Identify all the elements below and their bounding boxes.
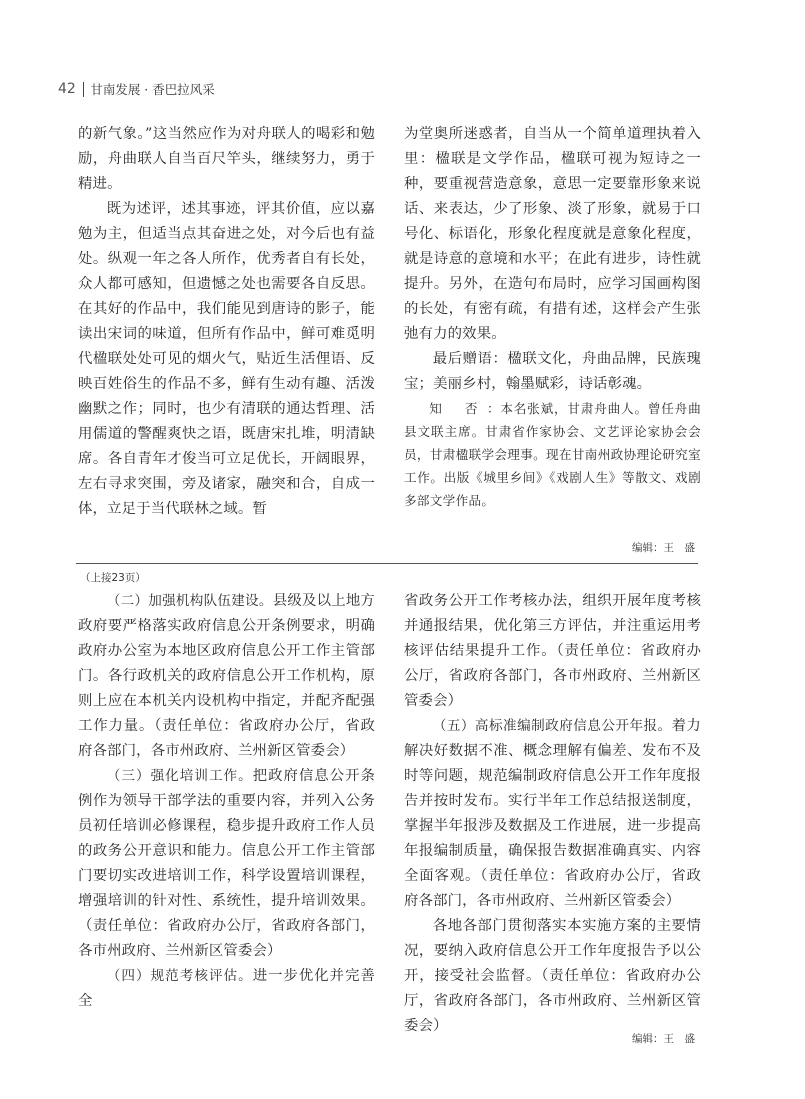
paragraph-heading: （四）规范考核评估。 xyxy=(106,968,253,984)
bottom-article-right-column xyxy=(404,589,701,1039)
paragraph xyxy=(78,589,375,764)
paragraph-heading: （二）加强机构队伍建设。 xyxy=(106,593,273,609)
paragraph-body: 把政府信息公开条例作为领导干部学法的重要内容，并列入公务员初任培训必修课程，稳步提升政府工作人员的政务公开意识和能力。信息公开工作主管部门要切实改进培训工作，科学设置培训课程，增强培训的针对性、系统性，提升培训效果。（责任单位：省政府办公厅，省政府各部门，各市州政府、兰州新区管委会） xyxy=(78,768,376,959)
paragraph: 既为述评，述其事迹，评其价值，应以嘉勉为主，但适当点其奋进之处，对今后也有益处。纵观一年之各人所作，优秀者自有长处，众人都可感知，但遗憾之处也需要各自反思。在其好的作品中，我们能见到唐诗的影子，能读出宋词的味道，但所有作品中，鲜可难觅明代楹联处处可见的烟火气，贴近生活俚语、反映百姓俗生的作品不多，鲜有生动有趣、活泼幽默之作；同时，也少有清联的通达哲理、活用儒道的警醒爽快之语，既唐宋扎堆，明清缺席。各自青年才俊当可立足优长，开阔眼界，左右寻求突围，旁及诸家，融突和合，自成一体，立足于当代联林之域。暂 xyxy=(78,201,375,517)
paragraph-body: 进一步优化并完善全 xyxy=(78,968,376,1009)
top-article-left-column xyxy=(78,122,375,522)
paragraph xyxy=(78,764,375,964)
author-bio-text: ：本名张斌，甘肃舟曲人。曾任舟曲县文联主席。甘肃省作家协会、文艺评论家协会会员，甘肃楹联学会理事。现在甘南州政协理论研究室工作。出版《城里乡间》《戏剧人生》等散文、戏剧多部文学作品。 xyxy=(404,401,701,508)
paragraph xyxy=(404,589,701,714)
paragraph-body: 各地各部门贯彻落实本实施方案的主要情况，要纳入政府信息公开工作年度报告予以公开，接受社会监督。（责任单位：省政府办公厅，省政府各部门，各市州政府、兰州新区管委会） xyxy=(404,918,701,1034)
paragraph-body: 着力解决好数据不准、概念理解有偏差、发布不及时等问题，规范编制政府信息公开工作年度报告并按时发布。实行半年工作总结报送制度，掌握半年报涉及数据及工作进展，进一步提高年报编制质量，确保报告数据准确真实、内容全面客观。（责任单位：省政府办公厅，省政府各部门，各市州政府、兰州新区管委会） xyxy=(404,718,701,909)
paragraph: 为堂奥所迷惑者，自当从一个简单道理执着入里：楹联是文学作品，楹联可视为短诗之一种，要重视营造意象，意思一定要靠形象来说话、来表达，少了形象、淡了形象，就易于口号化、标语化，形象化程度就是意象化程度，就是诗意的意境和水平；在此有进步，诗性就提升。另外，在造句布局时，应学习国画构图的长处，有密有疏，有措有述，这样会产生张弛有力的效果。 xyxy=(404,126,701,342)
paragraph-body: 县级及以上地方政府要严格落实政府信息公开条例要求，明确政府办公室为本地区政府信息公开工作主管部门。各行政机关的政府信息公开工作机构，原则上应在本机关内设机构中指定，并配齐配强工作力量。（责任单位：省政府办公厅，省政府各部门，各市州政府、兰州新区管委会） xyxy=(78,593,375,759)
paragraph xyxy=(404,914,701,1039)
bottom-article-left-column xyxy=(78,589,375,1025)
paragraph-body: 省政务公开工作考核办法，组织开展年度考核并通报结果，优化第三方评估，并注重运用考核评估结果提升工作。（责任单位：省政府办公厅，省政府各部门，各市州政府、兰州新区管委会） xyxy=(404,593,701,709)
paragraph xyxy=(78,964,375,1014)
running-header xyxy=(58,79,215,99)
author-name: 知 否 xyxy=(429,401,487,416)
paragraph: 最后赠语：楹联文化，舟曲品牌，民族瑰宝；美丽乡村，翰墨赋彩，诗话彰魂。 xyxy=(404,351,701,392)
page-number: 42 xyxy=(58,81,76,97)
section-divider xyxy=(76,563,698,564)
top-article-right-column xyxy=(404,122,701,512)
header-divider xyxy=(83,82,85,97)
editor-credit: 编辑：王 盛 xyxy=(632,542,695,554)
paragraph-heading: （五）高标准编制政府信息公开年报。 xyxy=(432,718,672,734)
author-bio xyxy=(404,397,701,512)
section-title: 甘南发展 · 香巴拉风采 xyxy=(90,82,215,97)
paragraph: 的新气象。”这当然应作为对舟联人的喝彩和勉励，舟曲联人自当百尺竿头，继续努力，勇于精进。 xyxy=(78,126,375,192)
continued-label: （上接23页） xyxy=(80,572,146,584)
paragraph xyxy=(404,714,701,914)
paragraph-heading: （三）强化培训工作。 xyxy=(106,768,253,784)
editor-credit: 编辑：王 盛 xyxy=(632,1033,695,1045)
